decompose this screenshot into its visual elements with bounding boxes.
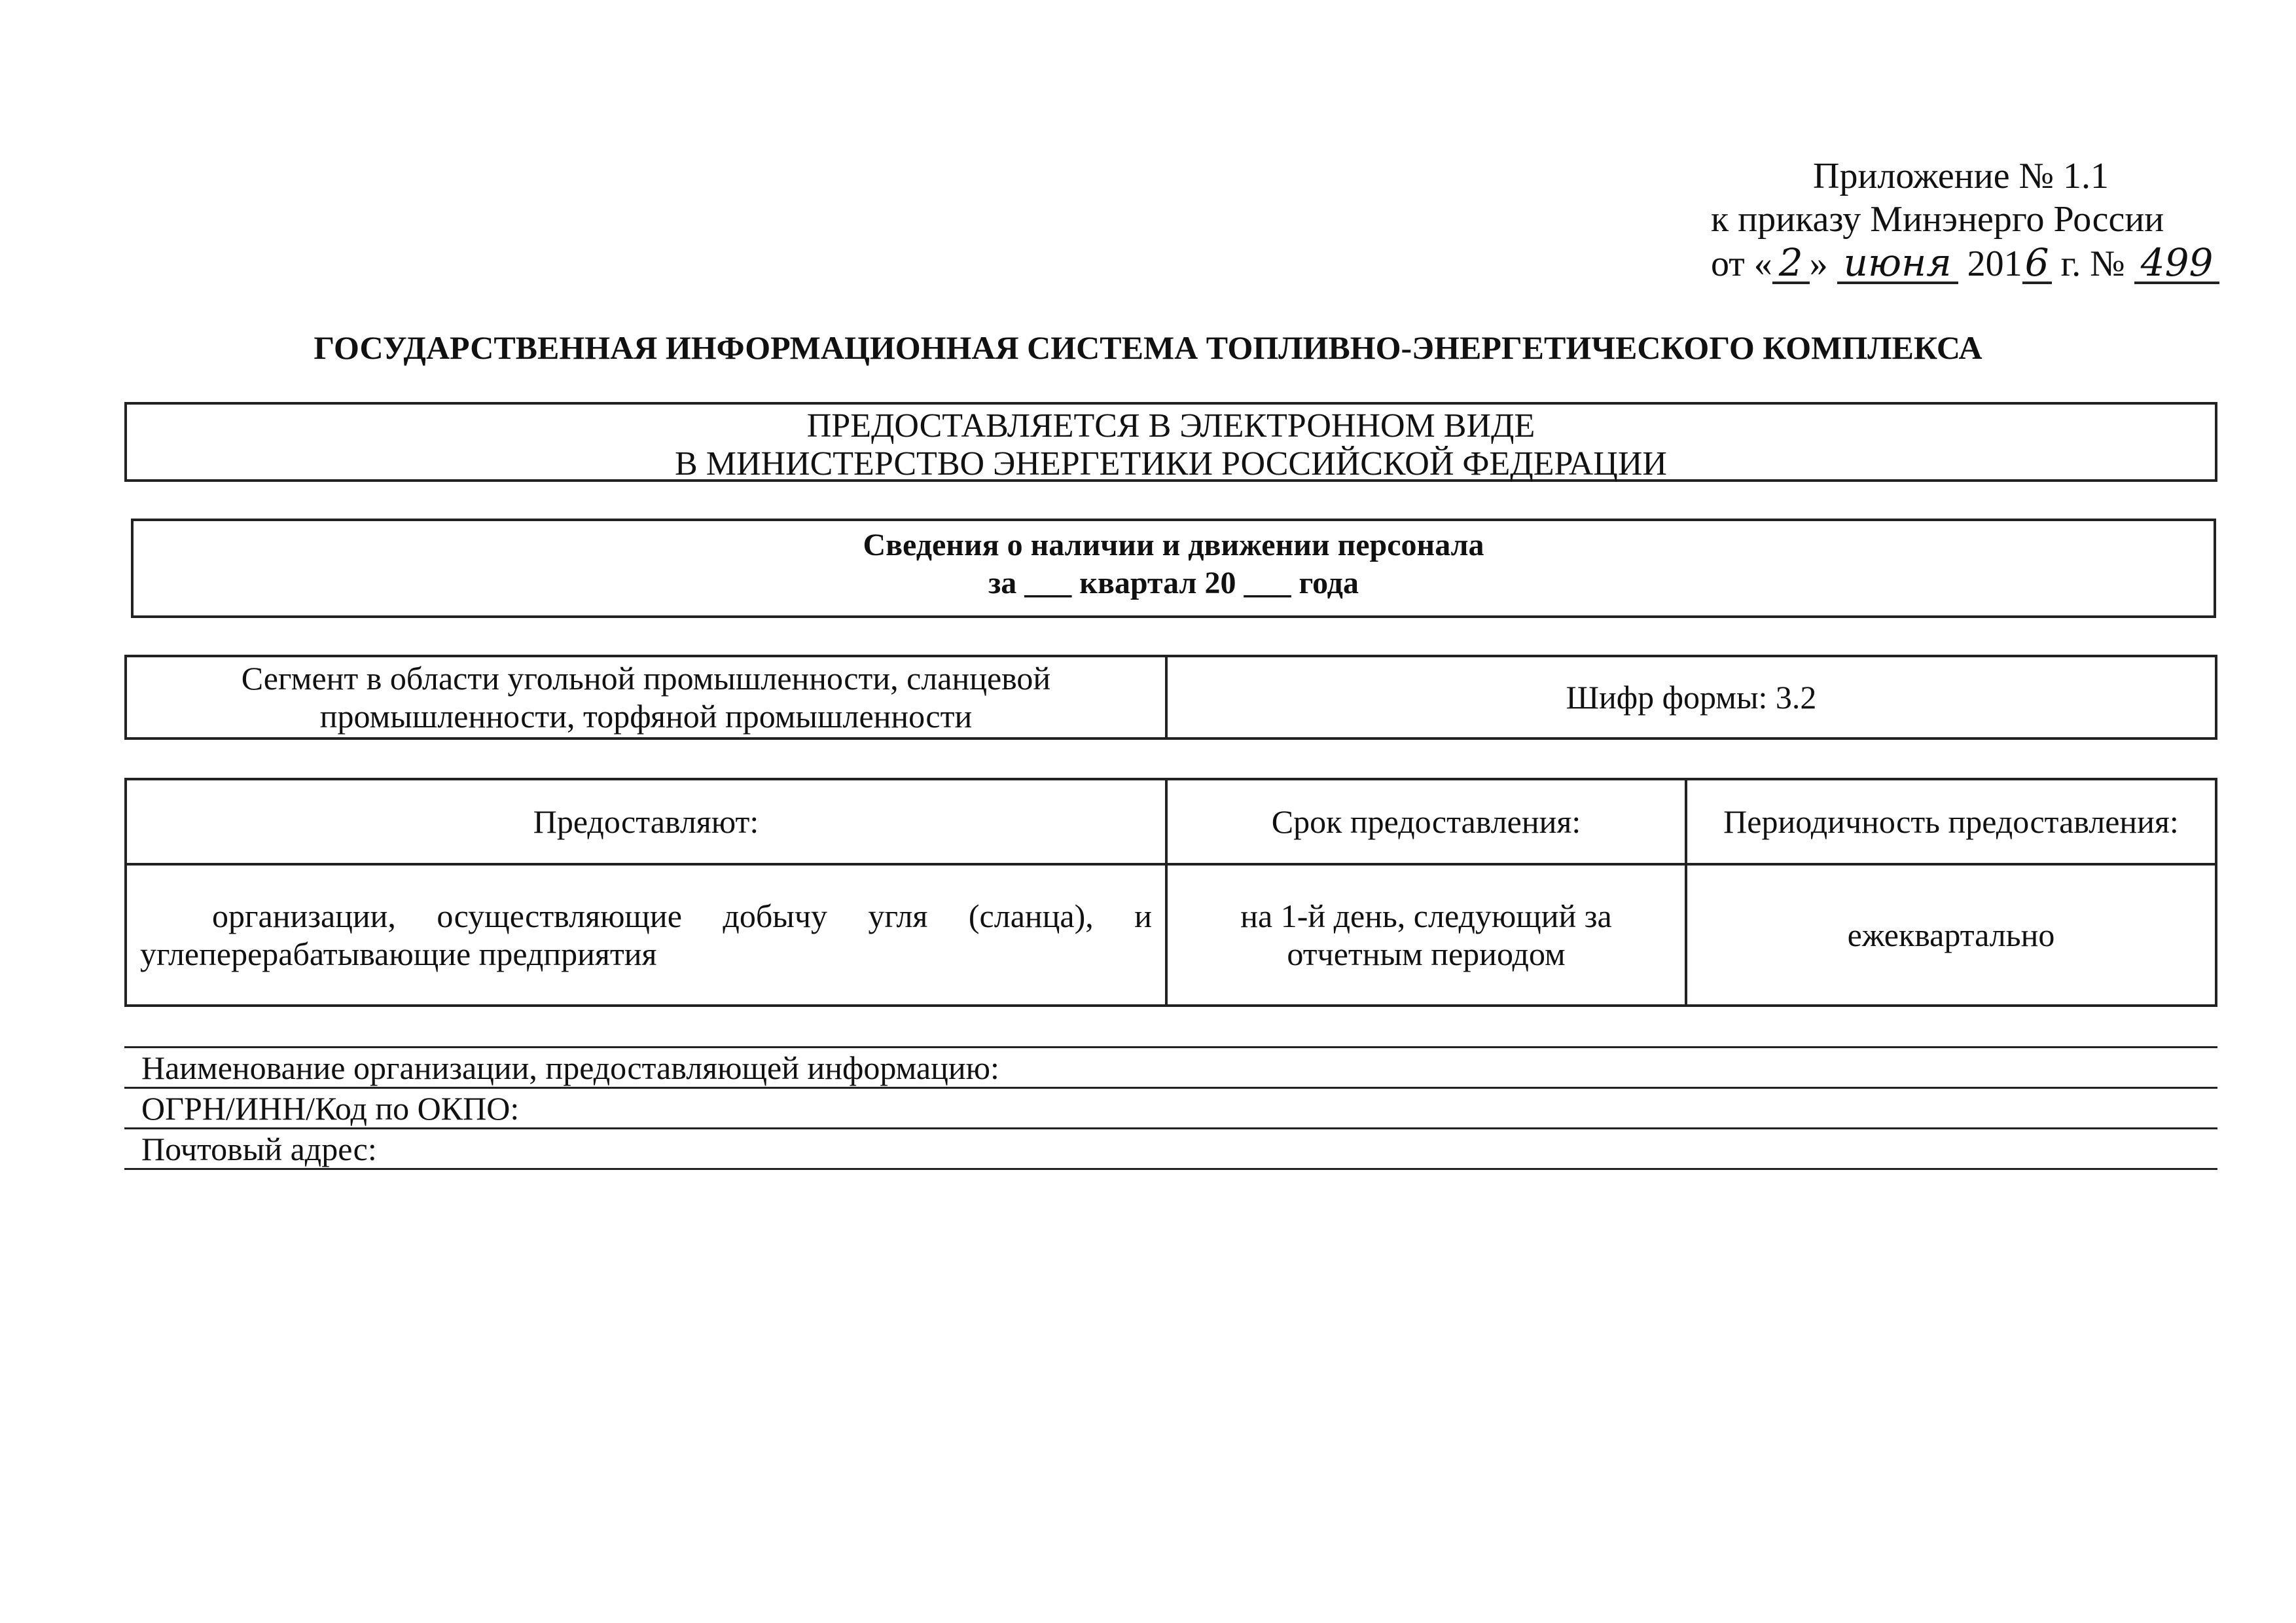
- deadline-cell: [1166, 864, 1686, 1006]
- segment-cell: [126, 656, 1166, 739]
- segment-line-2: промышленности, торфяной промышленности: [319, 698, 973, 735]
- org-ids-label: ОГРН/ИНН/Код по ОКПО:: [141, 1090, 520, 1127]
- header-frequency: Периодичность предоставления:: [1686, 779, 2216, 864]
- year-prefix: 201: [1958, 244, 2022, 284]
- header-providers: Предоставляют:: [126, 779, 1166, 864]
- report-title-box: [131, 519, 2216, 618]
- submission-line-1: ПРЕДОСТАВЛЯЕТСЯ В ЭЛЕКТРОННОМ ВИДЕ: [806, 407, 1535, 445]
- handwritten-month: июня: [1837, 244, 1958, 284]
- handwritten-year-digit: 6: [2022, 244, 2052, 284]
- handwritten-day: 2: [1772, 244, 1810, 284]
- appendix-order-ref: к приказу Минэнерго России: [1711, 199, 2164, 240]
- date-mid: »: [1809, 244, 1837, 284]
- org-name-field[interactable]: [124, 1046, 2217, 1087]
- frequency-cell: ежеквартально: [1686, 864, 2216, 1006]
- submission-line-2: В МИНИСТЕРСТВО ЭНЕРГЕТИКИ РОССИЙСКОЙ ФЕДЕРАЦИИ: [675, 445, 1667, 483]
- provision-header-row: [126, 779, 2216, 864]
- appendix-block: [0, 0, 2296, 314]
- org-fields-bottom-rule: [124, 1168, 2217, 1170]
- appendix-order-date: [1711, 242, 2219, 285]
- org-ids-field[interactable]: [124, 1087, 2217, 1128]
- appendix-title: Приложение № 1.1: [1813, 156, 2109, 196]
- report-title: Сведения о наличии и движении персонала: [863, 528, 1484, 562]
- report-period: за ___ квартал 20 ___ года: [988, 566, 1359, 600]
- submission-box: [124, 402, 2217, 482]
- provision-table: [124, 778, 2217, 1007]
- org-address-label: Почтовый адрес:: [141, 1131, 377, 1167]
- org-name-label: Наименование организации, предоставляющей информацию:: [141, 1049, 999, 1086]
- handwritten-order-number: 499: [2134, 244, 2220, 284]
- number-prefix: г. №: [2051, 244, 2134, 284]
- system-title: ГОСУДАРСТВЕННАЯ ИНФОРМАЦИОННАЯ СИСТЕМА ТОПЛИВНО-ЭНЕРГЕТИЧЕСКОГО КОМПЛЕКСА: [314, 329, 1982, 366]
- org-address-field[interactable]: [124, 1127, 2217, 1169]
- form-code-cell: Шифр формы: 3.2: [1166, 656, 2216, 739]
- deadline-line-1: на 1-й день, следующий за: [1240, 898, 1612, 934]
- segment-line-1: Сегмент в области угольной промышленности, сланцевой: [241, 660, 1051, 697]
- date-prefix: от «: [1711, 244, 1772, 284]
- segment-table: [124, 655, 2217, 740]
- provision-data-row: [126, 864, 2216, 1006]
- header-deadline: Срок предоставления:: [1166, 779, 1686, 864]
- providers-cell: организации, осуществляющие добычу угля (сланца), и углеперерабатывающие предприятия: [126, 864, 1166, 1006]
- deadline-line-2: отчетным периодом: [1287, 936, 1566, 972]
